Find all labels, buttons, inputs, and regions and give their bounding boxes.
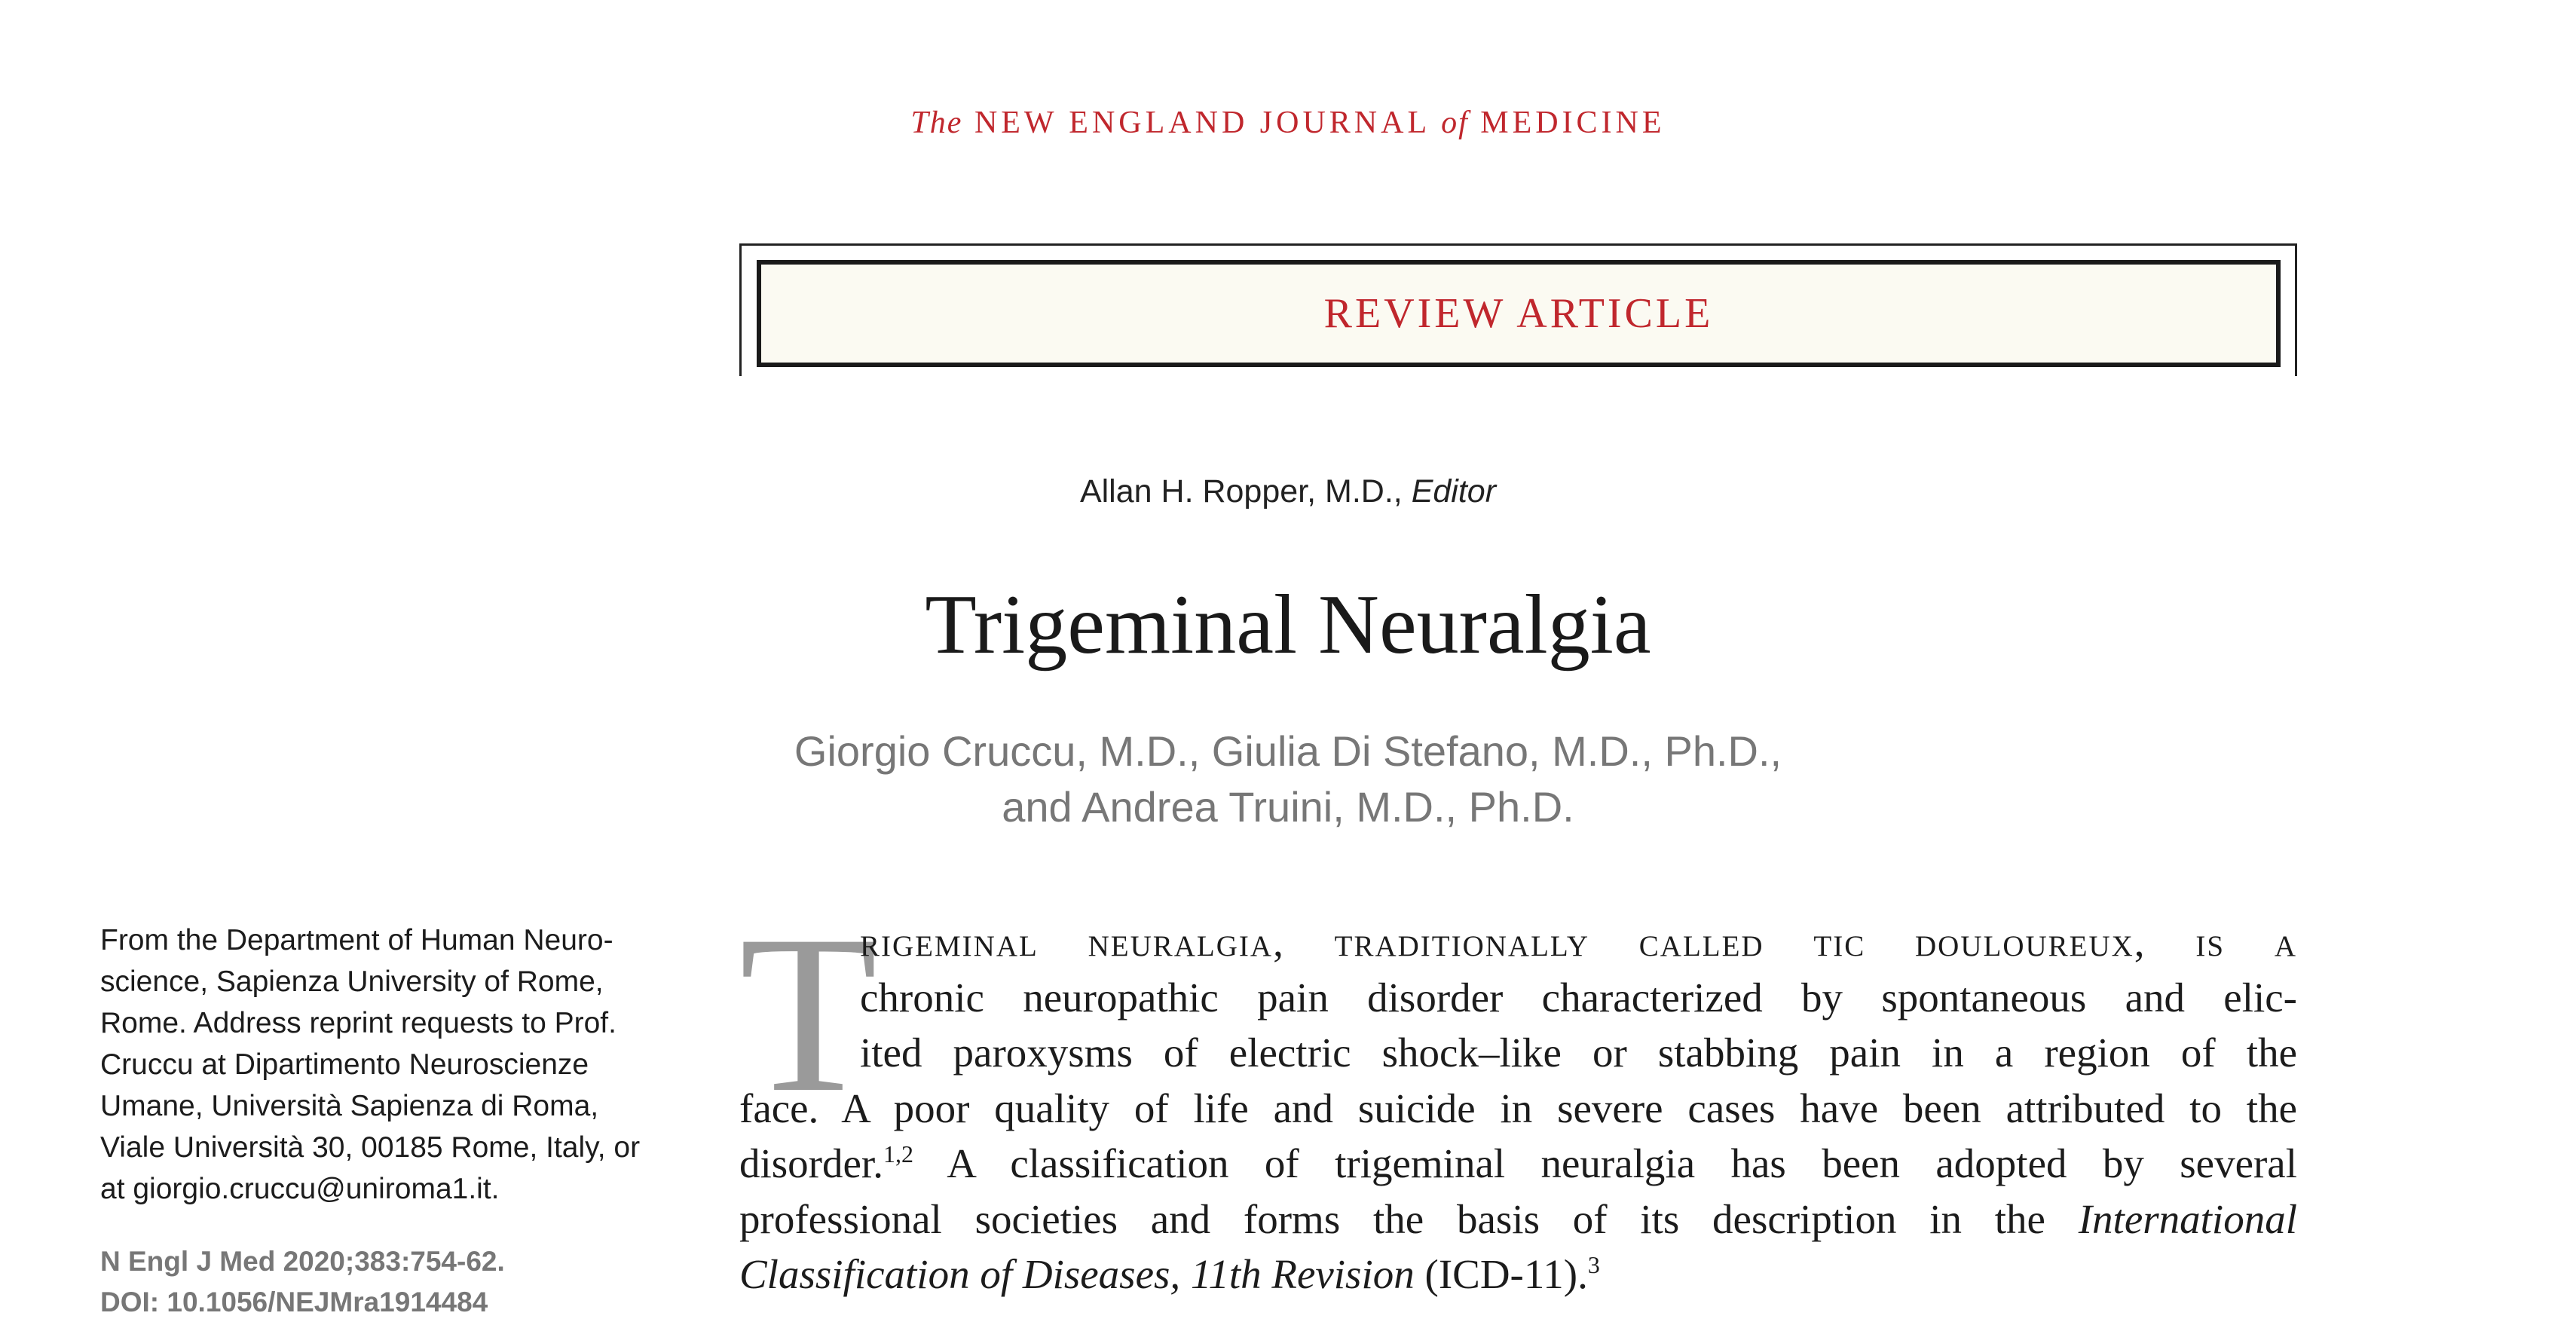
body-line: chronic neuropathic pain disorder characterized by spontaneous and elic- — [860, 974, 2297, 1021]
journal-citation: N Engl J Med 2020;383:754-62. — [100, 1246, 505, 1277]
body-line: face. A poor quality of life and suicide in severe cases have been attributed to the — [739, 1085, 2297, 1131]
affiliation-note — [100, 920, 699, 1210]
affiliation-line: Rome. Address reprint requests to Prof. — [100, 1007, 616, 1039]
article-title: Trigeminal Neuralgia — [925, 578, 1651, 672]
editor-role: Editor — [1411, 473, 1497, 509]
body-text: professional societies and forms the basis of its description in the — [739, 1195, 2079, 1242]
body-text: disorder. — [739, 1140, 883, 1186]
body-line: rigeminal neuralgia, traditionally called tic douloureux, is a — [860, 919, 2297, 965]
masthead-name: NEW ENGLAND JOURNAL — [974, 106, 1430, 140]
drop-cap: T — [739, 889, 878, 1139]
body-italic: International — [2078, 1195, 2297, 1242]
citation-block — [100, 1241, 703, 1323]
body-line — [739, 1192, 2297, 1247]
affiliation-line: Cruccu at Dipartimento Neuroscienze — [100, 1048, 589, 1081]
affiliation-line: science, Sapienza University of Rome, — [100, 965, 604, 998]
author-line-1: Giorgio Cruccu, M.D., Giulia Di Stefano, M.D., Ph.D., — [794, 727, 1782, 775]
body-line — [739, 1136, 2297, 1192]
journal-masthead — [0, 107, 2576, 139]
masthead-medicine: MEDICINE — [1480, 106, 1666, 140]
masthead-of: of — [1441, 106, 1469, 140]
affiliation-line: at giorgio.cruccu@uniroma1.it. — [100, 1173, 500, 1205]
body-text: A classification of trigeminal neuralgia has been adopted by several — [913, 1140, 2297, 1186]
affiliation-line: From the Department of Human Neuro- — [100, 924, 613, 956]
body-text: (ICD-11). — [1414, 1251, 1588, 1297]
affiliation-line: Viale Università 30, 00185 Rome, Italy, or — [100, 1131, 641, 1164]
body-line — [739, 1247, 2297, 1302]
doi[interactable]: DOI: 10.1056/NEJMra1914484 — [100, 1287, 488, 1317]
masthead-the: The — [910, 106, 963, 140]
author-list — [0, 724, 2576, 835]
editor-name: Allan H. Ropper, M.D., — [1079, 473, 1403, 509]
body-italic: Classification of Diseases, 11th Revision — [739, 1251, 1415, 1297]
reference-marker[interactable]: 3 — [1587, 1251, 1600, 1278]
section-banner — [757, 260, 2281, 367]
reference-marker[interactable]: 1,2 — [883, 1140, 913, 1167]
affiliation-line: Umane, Università Sapienza di Roma, — [100, 1090, 599, 1122]
editor-credit — [0, 473, 2576, 510]
author-line-2: and Andrea Truini, M.D., Ph.D. — [1002, 783, 1574, 831]
article-body — [739, 914, 2297, 1302]
section-banner-label: REVIEW ARTICLE — [1323, 290, 1714, 337]
body-line: ited paroxysms of electric shock–like or stabbing pain in a region of the — [860, 1030, 2297, 1076]
